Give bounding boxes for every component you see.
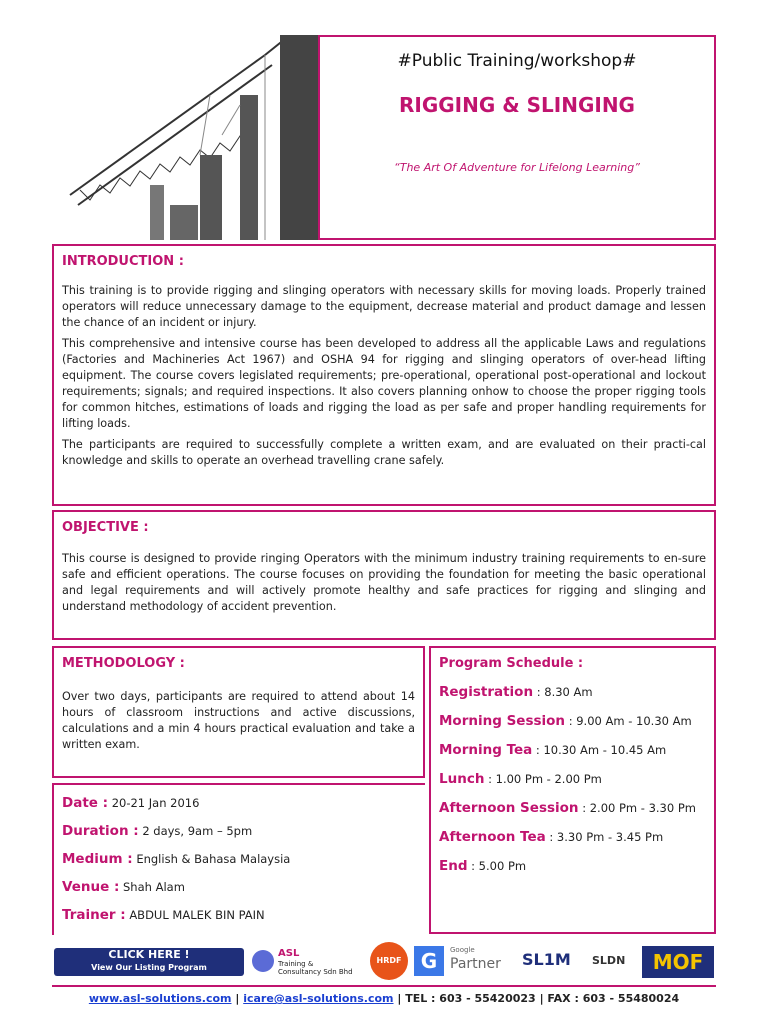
schedule-item: Afternoon Session : 2.00 Pm - 3.30 Pm (439, 800, 696, 816)
detail-trainer: Trainer : ABDUL MALEK BIN PAIN (62, 907, 265, 923)
methodology-heading: METHODOLOGY : (62, 656, 185, 671)
partner-logos (52, 942, 716, 982)
objective-heading: OBJECTIVE : (62, 520, 149, 535)
contact-footer (52, 985, 716, 1007)
detail-venue: Venue : Shah Alam (62, 879, 185, 895)
methodology-text: Over two days, participants are required to attend about 14 hours of classroom instructions and active discussions, calculations and a min 4 hours practical evaluation and take a written exam. (62, 690, 415, 751)
mof-logo: MOF (642, 946, 714, 978)
slim-logo: SL1M (522, 950, 571, 969)
website-link[interactable]: www.asl-solutions.com (88, 992, 232, 1005)
schedule-heading: Program Schedule : (439, 656, 584, 671)
intro-paragraph: The participants are required to successfully complete a written exam, and are evaluated on their practi-cal knowledge and skills to operate an overhead travelling crane safely. (62, 438, 706, 467)
tel-number: TEL : 603 - 55420023 (405, 992, 536, 1005)
course-details (52, 783, 425, 935)
schedule-item: End : 5.00 Pm (439, 858, 527, 874)
separator: | (397, 992, 406, 1005)
quote: “The Art Of Adventure for Lifelong Learning” (394, 161, 640, 174)
objective-text: This course is designed to provide ringing Operators with the minimum industry training requirements to en-sure safe and efficient operations. The course focuses on providing the foundation for meeting the basic operational and legal requirements and will actively promote healthy and safe practices for rigging and slinging and understand methodology of accident prevention. (62, 552, 706, 613)
schedule-item: Morning Session : 9.00 Am - 10.30 Am (439, 713, 692, 729)
detail-duration: Duration : 2 days, 9am – 5pm (62, 823, 253, 839)
objective-section (52, 510, 716, 640)
google-icon: G (414, 946, 444, 976)
asl-logo: ASL Training & Consultancy Sdn Bhd (252, 946, 362, 978)
schedule-item: Lunch : 1.00 Pm - 2.00 Pm (439, 771, 602, 787)
schedule-item: Afternoon Tea : 3.30 Pm - 3.45 Pm (439, 829, 664, 845)
google-partner-logo: G Google Partner (414, 946, 514, 978)
program-schedule (429, 646, 716, 934)
methodology-section (52, 646, 425, 778)
detail-date: Date : 20-21 Jan 2016 (62, 795, 200, 811)
email-link[interactable]: icare@asl-solutions.com (243, 992, 394, 1005)
introduction-section (52, 244, 716, 506)
click-here-banner[interactable]: CLICK HERE ! View Our Listing Program (54, 948, 244, 976)
hrdf-logo: HRDF (370, 942, 408, 980)
crane-photo (50, 35, 318, 240)
schedule-item: Morning Tea : 10.30 Am - 10.45 Am (439, 742, 667, 758)
event-type: #Public Training/workshop# (397, 51, 637, 71)
page-title: RIGGING & SLINGING (399, 93, 635, 117)
introduction-heading: INTRODUCTION : (62, 254, 184, 269)
separator: | (235, 992, 244, 1005)
intro-paragraph: This comprehensive and intensive course has been developed to address all the applicable Laws and regulations (Factories and Machineries Act 1967) and OSHA 94 for rigging and slinging operators of over-head lifting equipment. The course covers legislated requirements; pre-operational, operational post-operational and lockout requirements; signals; and required inspections. It also covers planning onhow to choose the proper rigging tools for common hitches, estimations of loads and rigging the load as per safe and proper handling requirements for lifting loads. (62, 337, 706, 430)
detail-medium: Medium : English & Bahasa Malaysia (62, 851, 291, 867)
sldn-logo: SLDN (592, 954, 626, 967)
asl-icon (252, 950, 274, 972)
separator: | (539, 992, 548, 1005)
fax-number: FAX : 603 - 55480024 (547, 992, 680, 1005)
schedule-item: Registration : 8.30 Am (439, 684, 593, 700)
title-box (318, 35, 716, 240)
intro-paragraph: This training is to provide rigging and slinging operators with necessary skills for moving loads. Properly trained operators will reduce unnecessary damage to the equipment, decrease material and product damage and lessen the chance of an incident or injury. (62, 284, 706, 329)
